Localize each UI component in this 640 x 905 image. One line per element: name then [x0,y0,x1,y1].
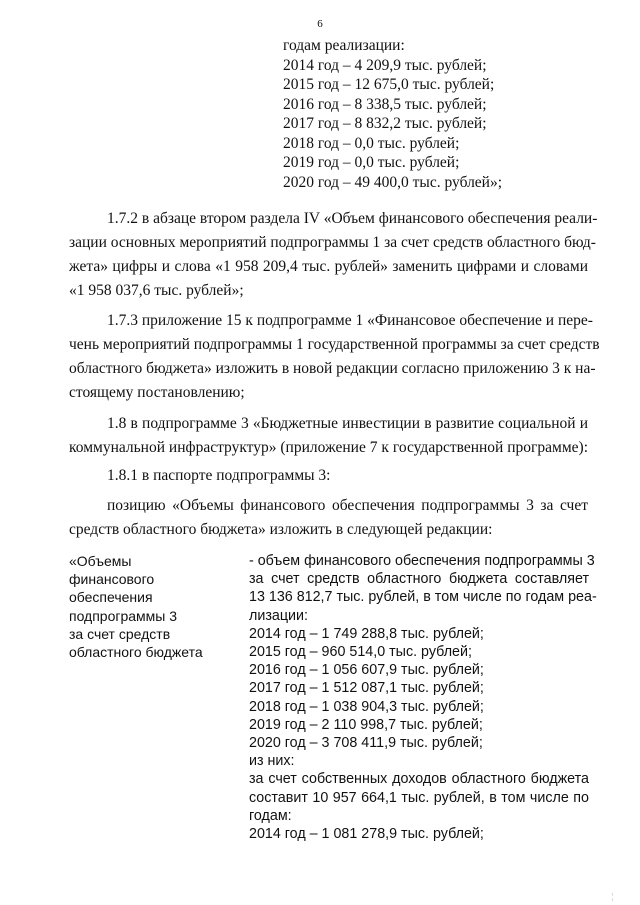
paragraph-1-7-3 [69,309,600,405]
top-funding-list [283,36,502,192]
table-cell-line: за счет средств областного бюджета составляет [249,571,589,588]
table-cell-line: 2020 год – 3 708 411,9 тыс. рублей; [249,735,483,752]
list-item: 2016 год – 8 338,5 тыс. рублей; [283,95,487,113]
table-cell-line: составит 10 957 664,1 тыс. рублей, в том числе по [249,789,589,806]
text-line: 1.7.2 в абзаце втором раздела IV «Объем финансового обеспечения реали- [107,210,598,227]
text-line: жета» цифры и слова «1 958 209,4 тыс. рублей» заменить цифрами и словами [69,258,588,275]
paragraph-1-7-2 [69,207,598,303]
table-left-column [69,552,229,661]
text-line: «1 958 037,6 тыс. рублей»; [69,282,244,299]
list-item: годам реализации: [283,37,405,54]
table-right-column [249,552,597,843]
text-line: позицию «Объемы финансового обеспечения подпрограммы 3 за счет [107,497,588,514]
text-line: стоящему постановлению; [69,384,245,401]
text-line: зации основных мероприятий подпрограммы 1 за счет средств областного бюд- [69,234,596,251]
paragraph-1-8-1 [69,464,588,488]
list-item: 2015 год – 12 675,0 тыс. рублей; [283,76,495,93]
table-cell-line: лизации: [249,607,308,624]
table-cell-line: 13 136 812,7 тыс. рублей, в том числе по годам реа- [249,589,597,606]
table-cell-line: из них: [249,753,295,770]
paragraph-1-8 [69,412,588,460]
list-item: 2019 год – 0,0 тыс. рублей; [283,154,460,171]
table-cell-line: 2016 год – 1 056 607,9 тыс. рублей; [249,662,484,679]
table-cell-line: 2018 год – 1 038 904,3 тыс. рублей; [249,698,484,715]
table-cell-line: 2015 год – 960 514,0 тыс. рублей; [249,644,472,661]
table-cell-line: 2017 год – 1 512 087,1 тыс. рублей; [249,680,484,697]
table-cell-line: 2014 год – 1 081 278,9 тыс. рублей; [249,826,484,843]
text-line: областного бюджета» изложить в новой редакции согласно приложению 3 к на- [69,360,596,377]
table-cell-line: подпрограммы 3 [69,607,178,624]
table-cell-line: финансового [69,571,155,588]
table-cell-line: за счет средств [69,625,171,642]
table-cell-line: «Объемы [69,553,132,569]
table-cell-line: областного бюджета [69,644,203,661]
table-cell-line: обеспечения [69,589,153,606]
paragraph-position [69,494,588,542]
text-line: 1.8.1 в паспорте подпрограммы 3: [107,467,331,484]
text-line: средств областного бюджета» изложить в следующей редакции: [69,521,493,538]
list-item: 2017 год – 8 832,2 тыс. рублей; [283,115,487,132]
text-line: коммунальной инфраструктур» (приложение 7 к государственной программе): [69,439,588,456]
table-cell-line: за счет собственных доходов областного бюджета [249,771,589,788]
scan-mark: ¦ [612,892,614,901]
list-item: 2014 год – 4 209,9 тыс. рублей; [283,56,487,74]
text-line: чень мероприятий подпрограммы 1 государственной программы за счет средств [69,336,600,353]
list-item: 2018 год – 0,0 тыс. рублей; [283,134,460,152]
text-line: 1.7.3 приложение 15 к подпрограмме 1 «Финансовое обеспечение и пере- [107,312,593,329]
page-number: 6 [317,18,323,30]
table-cell-line: годам: [249,807,292,824]
table-cell-line: 2019 год – 2 110 998,7 тыс. рублей; [249,716,483,733]
list-item: 2020 год – 49 400,0 тыс. рублей»; [283,173,503,191]
text-line: 1.8 в подпрограмме 3 «Бюджетные инвестиции в развитие социальной и [107,415,588,432]
table-cell-line: 2014 год – 1 749 288,8 тыс. рублей; [249,625,484,642]
table-cell-line: - объем финансового обеспечения подпрограммы 3 [249,553,595,569]
